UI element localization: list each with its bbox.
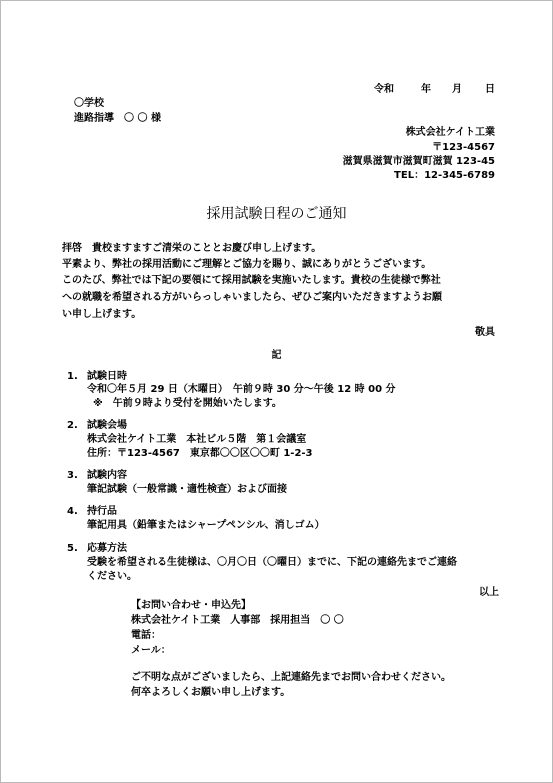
item-line: 株式会社ケイト工業 本社ビル５階 第１会議室 [87,434,307,445]
item-line: 令和〇年５月 29 日（木曜日） 午前９時 30 分～午後 12 時 00 分 [87,384,396,395]
item-line: 住所：〒123-4567 東京都〇〇区〇〇町 1-2-3 [87,448,313,459]
closing: 敬具 [475,327,495,338]
recipient-dept: 進路指導 〇 〇 様 [74,113,161,124]
item-line: 受験を希望される生徒様は、〇月〇日（〇曜日）までに、下記の連絡先までご連絡 [87,557,457,568]
item-heading: 試験日時 [87,371,127,382]
body-line: い申し上げます。 [62,309,142,320]
sender-company: 株式会社ケイト工業 [405,127,495,138]
date-era: 令和 [374,84,394,95]
body-line: 平素より、弊社の採用活動にご理解とご協力を賜り、誠にありがとうございます。 [62,259,432,270]
body-line: このたび、弊社では下記の要領にて採用試験を実施いたします。貴校の生徒様で弊社 [62,275,441,286]
item-line: ※ 午前９時より受付を開始いたします。 [93,398,282,409]
sender-address: 滋賀県滋賀市滋賀町滋賀 123-45 [342,156,495,167]
item-line: ください。 [87,571,137,582]
item-line: 筆記用具（鉛筆またはシャープペンシル、消しゴム） [87,520,325,531]
item-heading: 試験内容 [87,470,127,481]
item-number: 4. [67,506,78,517]
contact-heading: 【お問い合わせ・申込先】 [131,600,251,611]
contact-company: 株式会社ケイト工業 人事部 採用担当 〇 〇 [131,615,344,626]
date-month: 月 [452,84,462,95]
item-heading: 持行品 [87,506,117,517]
item-heading: 試験会場 [87,420,127,431]
date-year: 年 [421,84,431,95]
item-number: 2. [67,420,78,431]
body-line: 拝啓 貴校ますますご清栄のこととお慶び申し上げます。 [62,243,322,254]
date-day: 日 [485,84,495,95]
recipient-school: 〇学校 [74,98,104,109]
ki-label: 記 [271,350,282,361]
body-line: への就職を希望される方がいらっしゃいましたら、ぜひご案内いただきますようお願 [62,292,442,303]
contact-email: メール： [131,645,171,656]
item-heading: 応募方法 [87,543,127,554]
footer-line: ご不明な点がございましたら、上記連絡先までお問い合わせください。 [131,672,451,683]
contact-phone: 電話： [131,630,161,641]
item-number: 5. [67,543,78,554]
footer-line: 何卒よろしくお願い申し上げます。 [131,687,291,698]
sender-tel: TEL：12-345-6789 [394,170,495,181]
item-number: 3. [67,470,78,481]
ijou-label: 以上 [479,587,499,598]
document-title: 採用試験日程のご通知 [206,206,347,222]
item-number: 1. [67,371,78,382]
item-line: 筆記試験（一般常識・適性検査）および面接 [87,484,287,495]
sender-postal: 〒123-4567 [432,142,495,153]
